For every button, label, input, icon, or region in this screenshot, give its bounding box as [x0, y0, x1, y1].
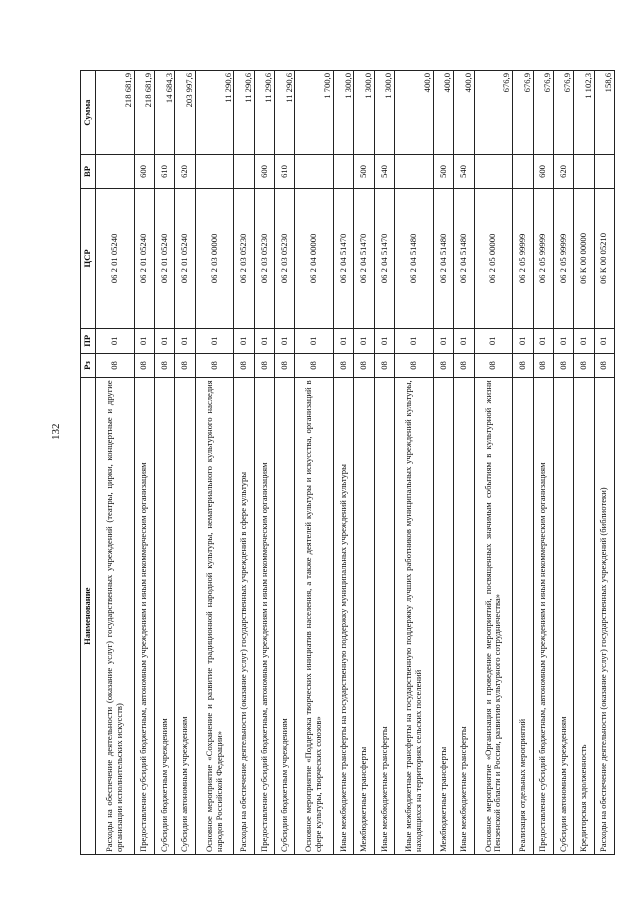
cell-rz: 08 — [594, 353, 614, 378]
cell-name: Реализация отдельных мероприятий — [513, 378, 533, 855]
cell-name: Субсидии автономным учреждениям — [553, 378, 573, 855]
cell-name: Расходы на обеспечение деятельности (оказание услуг) государственных учреждений (театры, цирки, концертные и другие организации исполнительских искусств) — [96, 378, 135, 855]
cell-sum: 676,9 — [513, 71, 533, 155]
table-row — [354, 71, 374, 855]
table-row — [533, 71, 553, 855]
cell-pr: 01 — [533, 328, 553, 353]
cell-vr: 600 — [254, 155, 274, 189]
table-row — [334, 71, 354, 855]
table-row — [254, 71, 274, 855]
cell-vr — [474, 155, 513, 189]
table-row — [454, 71, 474, 855]
cell-csr: 06 2 05 00000 — [474, 188, 513, 328]
cell-pr: 01 — [175, 328, 195, 353]
cell-csr: 06 2 04 51480 — [454, 188, 474, 328]
cell-vr: 500 — [433, 155, 453, 189]
cell-rz: 08 — [155, 353, 175, 378]
cell-pr: 01 — [513, 328, 533, 353]
cell-vr: 540 — [454, 155, 474, 189]
cell-rz: 08 — [96, 353, 135, 378]
table-row — [374, 71, 394, 855]
budget-table — [80, 70, 615, 855]
cell-csr: 06 2 03 05230 — [234, 188, 254, 328]
cell-name: Иные межбюджетные трансферты на государственную поддержку лучших работников муниципальных учреждений культуры, находящихся на территориях сельских поселений — [395, 378, 434, 855]
cell-pr: 01 — [254, 328, 274, 353]
budget-table-container — [80, 70, 615, 855]
cell-csr: 06 2 04 51480 — [395, 188, 434, 328]
cell-sum: 1 700,0 — [295, 71, 334, 155]
cell-csr: 06 2 04 51480 — [433, 188, 453, 328]
cell-sum: 1 300,0 — [334, 71, 354, 155]
cell-sum: 11 290,6 — [195, 71, 234, 155]
cell-pr: 01 — [195, 328, 234, 353]
table-row — [134, 71, 154, 855]
table-row — [594, 71, 614, 855]
cell-name: Основное мероприятие «Сохранение и развитие традиционной народной культуры, нематериального культурного наследия народов Российской Федерации» — [195, 378, 234, 855]
cell-csr: 06 2 03 05230 — [275, 188, 295, 328]
cell-pr: 01 — [594, 328, 614, 353]
cell-sum: 218 681,9 — [96, 71, 135, 155]
cell-rz: 08 — [433, 353, 453, 378]
cell-rz: 08 — [275, 353, 295, 378]
cell-pr: 01 — [275, 328, 295, 353]
cell-csr: 06 2 03 00000 — [195, 188, 234, 328]
cell-sum: 203 997,6 — [175, 71, 195, 155]
cell-rz: 08 — [574, 353, 594, 378]
cell-vr — [594, 155, 614, 189]
cell-pr: 01 — [395, 328, 434, 353]
cell-rz: 08 — [454, 353, 474, 378]
cell-csr: 06 2 01 05240 — [155, 188, 175, 328]
header-sum: Сумма — [81, 71, 96, 155]
cell-sum: 400,0 — [395, 71, 434, 155]
cell-vr — [574, 155, 594, 189]
table-row — [155, 71, 175, 855]
cell-vr — [96, 155, 135, 189]
cell-name: Субсидии автономным учреждениям — [175, 378, 195, 855]
cell-sum: 11 290,6 — [275, 71, 295, 155]
table-row — [553, 71, 573, 855]
cell-name: Иные межбюджетные трансферты — [374, 378, 394, 855]
cell-vr: 600 — [533, 155, 553, 189]
cell-vr — [334, 155, 354, 189]
cell-name: Межбюджетные трансферты — [433, 378, 453, 855]
cell-vr — [234, 155, 254, 189]
cell-sum: 14 684,3 — [155, 71, 175, 155]
table-row — [175, 71, 195, 855]
cell-vr — [395, 155, 434, 189]
cell-csr: 06 2 05 99999 — [553, 188, 573, 328]
cell-pr: 01 — [433, 328, 453, 353]
cell-pr: 01 — [295, 328, 334, 353]
table-row — [295, 71, 334, 855]
cell-vr — [195, 155, 234, 189]
cell-name: Иные межбюджетные трансферты — [454, 378, 474, 855]
cell-name: Основное мероприятие «Организация и проведение мероприятий, посвященных значимым событиям в культурной жизни Пензенской области и России, развитию культурного сотрудничества» — [474, 378, 513, 855]
cell-vr: 620 — [175, 155, 195, 189]
cell-sum: 11 290,6 — [234, 71, 254, 155]
cell-pr: 01 — [454, 328, 474, 353]
cell-name: Расходы на обеспечение деятельности (оказание услуг) государственных учреждений в сфере культуры — [234, 378, 254, 855]
cell-name: Предоставление субсидий бюджетным, автономным учреждениям и иным некоммерческим организациям — [254, 378, 274, 855]
cell-sum: 676,9 — [474, 71, 513, 155]
cell-rz: 08 — [374, 353, 394, 378]
cell-rz: 08 — [474, 353, 513, 378]
cell-csr: 06 2 05 99999 — [513, 188, 533, 328]
cell-pr: 01 — [474, 328, 513, 353]
cell-name: Субсидии бюджетным учреждениям — [275, 378, 295, 855]
cell-csr: 06 2 03 05230 — [254, 188, 274, 328]
cell-vr: 610 — [275, 155, 295, 189]
cell-rz: 08 — [354, 353, 374, 378]
cell-csr: 06 2 04 51470 — [354, 188, 374, 328]
cell-pr: 01 — [234, 328, 254, 353]
cell-sum: 158,6 — [594, 71, 614, 155]
header-rz: Рз — [81, 353, 96, 378]
cell-csr: 06 2 01 05240 — [134, 188, 154, 328]
cell-rz: 08 — [395, 353, 434, 378]
header-pr: ПР — [81, 328, 96, 353]
cell-rz: 08 — [234, 353, 254, 378]
header-name: Наименование — [81, 378, 96, 855]
cell-vr: 600 — [134, 155, 154, 189]
cell-csr: 06 2 04 51470 — [374, 188, 394, 328]
cell-vr: 540 — [374, 155, 394, 189]
cell-vr: 620 — [553, 155, 573, 189]
cell-sum: 1 102,3 — [574, 71, 594, 155]
cell-pr: 01 — [96, 328, 135, 353]
cell-pr: 01 — [334, 328, 354, 353]
cell-csr: 06 2 04 00000 — [295, 188, 334, 328]
cell-pr: 01 — [553, 328, 573, 353]
cell-name: Иные межбюджетные трансферты на государственную поддержку муниципальных учреждений культуры — [334, 378, 354, 855]
cell-name: Субсидии бюджетным учреждениям — [155, 378, 175, 855]
cell-vr: 500 — [354, 155, 374, 189]
cell-sum: 1 300,0 — [354, 71, 374, 155]
cell-vr — [295, 155, 334, 189]
table-row — [474, 71, 513, 855]
cell-name: Предоставление субсидий бюджетным, автономным учреждениям и иным некоммерческим организациям — [533, 378, 553, 855]
table-body — [96, 71, 615, 855]
cell-rz: 08 — [533, 353, 553, 378]
cell-rz: 08 — [295, 353, 334, 378]
cell-csr: 06 К 00 05210 — [594, 188, 614, 328]
cell-pr: 01 — [374, 328, 394, 353]
table-row — [195, 71, 234, 855]
cell-name: Основное мероприятие «Поддержка творческих инициатив населения, а также деятелей культуры и искусства, организаций в сфере культуры, творческих союзов» — [295, 378, 334, 855]
cell-name: Кредиторская задолженность — [574, 378, 594, 855]
cell-sum: 400,0 — [433, 71, 453, 155]
cell-pr: 01 — [155, 328, 175, 353]
cell-name: Предоставление субсидий бюджетным, автономным учреждениям и иным некоммерческим организациям — [134, 378, 154, 855]
cell-rz: 08 — [195, 353, 234, 378]
cell-sum: 676,9 — [553, 71, 573, 155]
table-row — [513, 71, 533, 855]
cell-sum: 676,9 — [533, 71, 553, 155]
cell-pr: 01 — [354, 328, 374, 353]
header-vr: ВР — [81, 155, 96, 189]
cell-csr: 06 2 04 51470 — [334, 188, 354, 328]
cell-rz: 08 — [175, 353, 195, 378]
table-row — [96, 71, 135, 855]
cell-csr: 06 2 01 05240 — [175, 188, 195, 328]
header-csr: ЦСР — [81, 188, 96, 328]
table-header-row — [81, 71, 96, 855]
cell-vr — [513, 155, 533, 189]
cell-vr: 610 — [155, 155, 175, 189]
cell-rz: 08 — [134, 353, 154, 378]
cell-pr: 01 — [134, 328, 154, 353]
page-number: 132 — [50, 423, 62, 440]
cell-rz: 08 — [553, 353, 573, 378]
cell-name: Расходы на обеспечение деятельности (оказание услуг) государственных учреждений (библиотеки) — [594, 378, 614, 855]
cell-pr: 01 — [574, 328, 594, 353]
table-row — [275, 71, 295, 855]
cell-name: Межбюджетные трансферты — [354, 378, 374, 855]
table-row — [234, 71, 254, 855]
cell-csr: 06 2 01 05240 — [96, 188, 135, 328]
cell-csr: 06 К 00 00000 — [574, 188, 594, 328]
cell-sum: 11 290,6 — [254, 71, 274, 155]
table-row — [433, 71, 453, 855]
cell-rz: 08 — [254, 353, 274, 378]
cell-sum: 400,0 — [454, 71, 474, 155]
cell-sum: 218 681,9 — [134, 71, 154, 155]
table-row — [395, 71, 434, 855]
cell-csr: 06 2 05 99999 — [533, 188, 553, 328]
cell-sum: 1 300,0 — [374, 71, 394, 155]
table-row — [574, 71, 594, 855]
cell-rz: 08 — [334, 353, 354, 378]
cell-rz: 08 — [513, 353, 533, 378]
